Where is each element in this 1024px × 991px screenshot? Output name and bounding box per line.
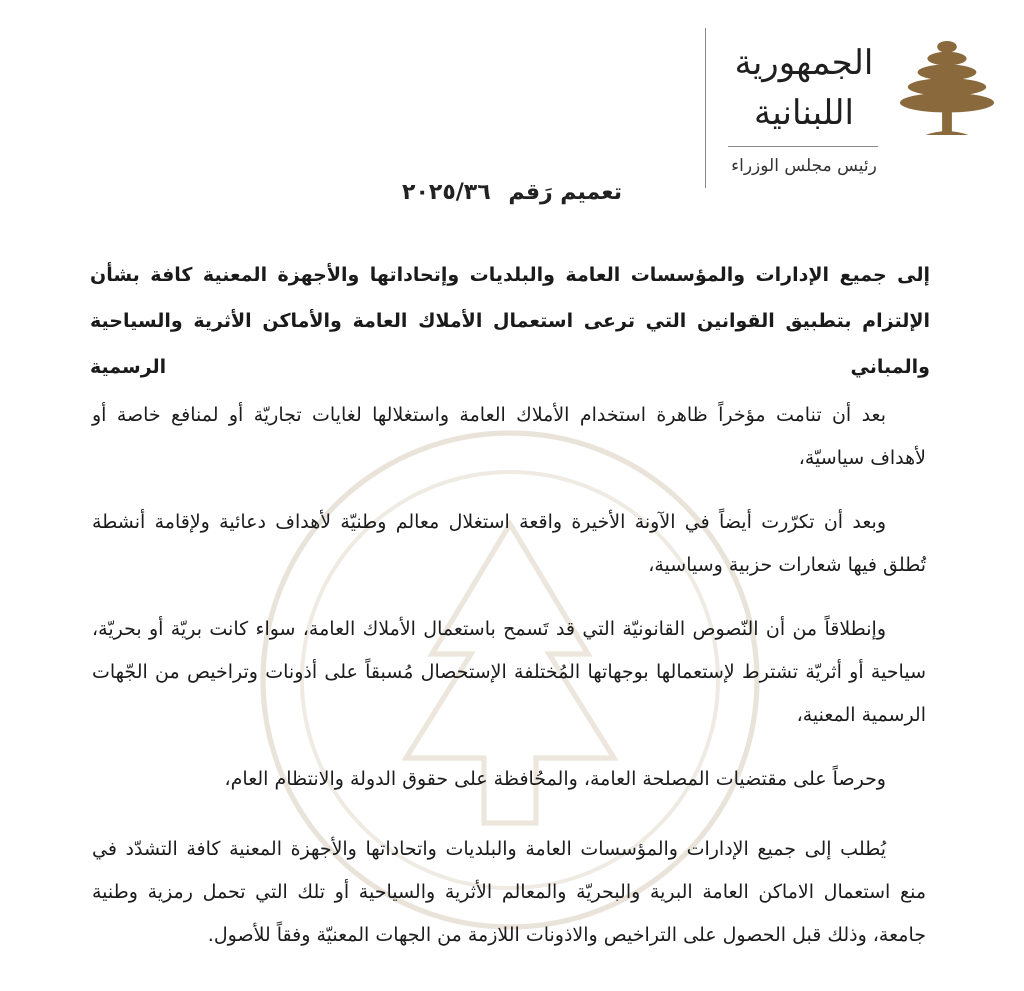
cedar-tree-icon [898, 32, 996, 142]
letterhead [696, 18, 996, 178]
paragraph: بعد أن تنامت مؤخراً ظاهرة استخدام الأملاك العامة واستغلالها لغايات تجاريّة أو لمنافع خاصة أو لأهداف سياسيّة، [92, 404, 926, 469]
paragraph: وحرصاً على مقتضيات المصلحة العامة، والمحُافظة على حقوق الدولة والانتظام العام، [224, 768, 886, 790]
paragraph: يُطلب إلى جميع الإدارات والمؤسسات العامة والبلديات واتحاداتها والأجهزة المعنية كافة التشدّد في منع استعمال الاماكن العامة البرية والبحريّة والمعالم الأثرية والسياحية أو تلك التي تحمل رمزية وطنية جامعة، وذلك قبل الحصول على التراخيص والاذونات اللازمة من الجهات المعنيّة وفقاً للأصول. [92, 838, 926, 946]
document-body [92, 394, 926, 978]
letterhead-vertical-rule [705, 28, 706, 188]
office-name: رئيس مجلس الوزراء [731, 156, 877, 176]
addressee-heading: إلى جميع الإدارات والمؤسسات العامة والبلديات وإتحاداتها والأجهزة المعنية كافة بشأن الإلتزام بتطبيق القوانين التي ترعى استعمال الأملاك العامة والأماكن الأثرية والسياحية والمباني الرسمية [90, 264, 930, 378]
paragraph: وبعد أن تكرّرت أيضاً في الآونة الأخيرة واقعة استغلال معالم وطنيّة لأهداف دعائية ولإقامة أنشطة تُطلق فيها شعارات حزبية وسياسية، [92, 511, 926, 576]
circular-number: ٢٠٢٥/٣٦ [402, 180, 491, 205]
letterhead-divider [728, 146, 878, 147]
circular-title [0, 180, 1024, 205]
paragraph: وإنطلاقاً من أن النّصوص القانونيّة التي قد تَسمح باستعمال الأملاك العامة، سواء كانت بريّة أو بحريّة، سياحية أو أثريّة تشترط لإستعمالها بوجهاتها المُختلفة الإستحصال مُسبقاً على أذونات وتراخيص من الجّهات الرسمية المعنية، [92, 618, 926, 726]
circular-title-label: تعميم رَقم [508, 180, 622, 205]
republic-name: الجمهورية اللبنانية [734, 43, 874, 133]
